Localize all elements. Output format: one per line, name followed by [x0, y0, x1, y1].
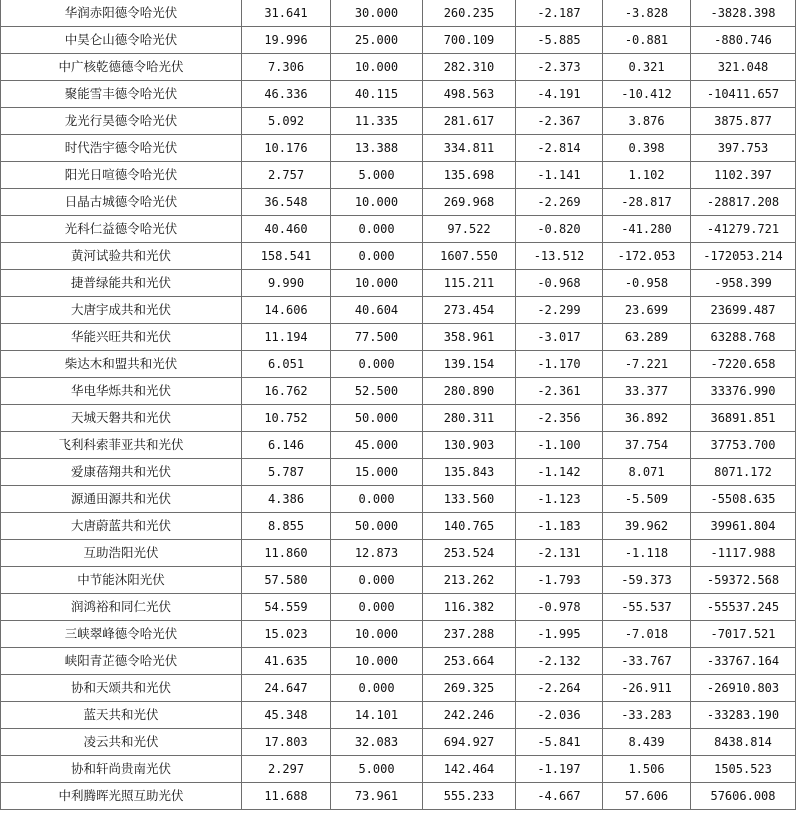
value-cell-5: -59.373 [603, 567, 691, 594]
value-cell-5: -28.817 [603, 189, 691, 216]
value-cell-2: 0.000 [331, 243, 423, 270]
value-cell-4: -2.036 [516, 702, 603, 729]
value-cell-4: -2.356 [516, 405, 603, 432]
value-cell-5: -26.911 [603, 675, 691, 702]
value-cell-5: -55.537 [603, 594, 691, 621]
value-cell-5: 39.962 [603, 513, 691, 540]
value-cell-6: 36891.851 [691, 405, 796, 432]
value-cell-4: -4.191 [516, 81, 603, 108]
value-cell-1: 17.803 [242, 729, 331, 756]
value-cell-3: 269.325 [423, 675, 516, 702]
value-cell-6: 3875.877 [691, 108, 796, 135]
value-cell-4: -1.142 [516, 459, 603, 486]
station-name-cell: 蓝天共和光伏 [1, 702, 242, 729]
station-name-cell: 中广核乾德德令哈光伏 [1, 54, 242, 81]
station-name-cell: 中节能沐阳光伏 [1, 567, 242, 594]
station-name-cell: 聚能雪丰德令哈光伏 [1, 81, 242, 108]
station-name-cell: 大唐蔚蓝共和光伏 [1, 513, 242, 540]
value-cell-4: -1.197 [516, 756, 603, 783]
value-cell-3: 334.811 [423, 135, 516, 162]
value-cell-3: 1607.550 [423, 243, 516, 270]
value-cell-5: 8.439 [603, 729, 691, 756]
value-cell-4: -5.885 [516, 27, 603, 54]
value-cell-5: -172.053 [603, 243, 691, 270]
value-cell-2: 14.101 [331, 702, 423, 729]
station-name-cell: 三峡翠峰德令哈光伏 [1, 621, 242, 648]
value-cell-4: -1.995 [516, 621, 603, 648]
value-cell-2: 50.000 [331, 513, 423, 540]
value-cell-6: 23699.487 [691, 297, 796, 324]
value-cell-4: -2.367 [516, 108, 603, 135]
table-row [1, 108, 796, 135]
value-cell-5: 37.754 [603, 432, 691, 459]
value-cell-6: -26910.803 [691, 675, 796, 702]
value-cell-1: 54.559 [242, 594, 331, 621]
value-cell-4: -1.123 [516, 486, 603, 513]
value-cell-4: -2.814 [516, 135, 603, 162]
value-cell-2: 10.000 [331, 621, 423, 648]
value-cell-4: -2.299 [516, 297, 603, 324]
station-name-cell: 爱康蓓翔共和光伏 [1, 459, 242, 486]
value-cell-4: -2.187 [516, 0, 603, 27]
value-cell-2: 0.000 [331, 675, 423, 702]
table-row [1, 540, 796, 567]
value-cell-3: 116.382 [423, 594, 516, 621]
value-cell-6: 8071.172 [691, 459, 796, 486]
value-cell-5: 3.876 [603, 108, 691, 135]
station-name-cell: 龙光行昊德令哈光伏 [1, 108, 242, 135]
value-cell-3: 253.664 [423, 648, 516, 675]
value-cell-6: -28817.208 [691, 189, 796, 216]
table-row [1, 594, 796, 621]
value-cell-1: 11.688 [242, 783, 331, 810]
station-name-cell: 黄河试验共和光伏 [1, 243, 242, 270]
value-cell-6: -958.399 [691, 270, 796, 297]
table-row [1, 378, 796, 405]
station-name-cell: 中昊仑山德令哈光伏 [1, 27, 242, 54]
value-cell-1: 45.348 [242, 702, 331, 729]
value-cell-4: -2.269 [516, 189, 603, 216]
value-cell-3: 115.211 [423, 270, 516, 297]
value-cell-6: -10411.657 [691, 81, 796, 108]
value-cell-5: 0.321 [603, 54, 691, 81]
value-cell-6: -33283.190 [691, 702, 796, 729]
value-cell-3: 498.563 [423, 81, 516, 108]
station-name-cell: 源通田源共和光伏 [1, 486, 242, 513]
value-cell-4: -13.512 [516, 243, 603, 270]
value-cell-6: -172053.214 [691, 243, 796, 270]
value-cell-4: -2.361 [516, 378, 603, 405]
value-cell-1: 24.647 [242, 675, 331, 702]
table-row [1, 675, 796, 702]
value-cell-4: -2.132 [516, 648, 603, 675]
table-row [1, 351, 796, 378]
value-cell-1: 6.146 [242, 432, 331, 459]
value-cell-1: 19.996 [242, 27, 331, 54]
value-cell-2: 10.000 [331, 648, 423, 675]
value-cell-1: 41.635 [242, 648, 331, 675]
value-cell-5: -1.118 [603, 540, 691, 567]
value-cell-1: 31.641 [242, 0, 331, 27]
value-cell-5: 0.398 [603, 135, 691, 162]
station-name-cell: 捷普绿能共和光伏 [1, 270, 242, 297]
value-cell-2: 52.500 [331, 378, 423, 405]
value-cell-1: 9.990 [242, 270, 331, 297]
value-cell-5: -7.018 [603, 621, 691, 648]
value-cell-4: -1.183 [516, 513, 603, 540]
station-name-cell: 阳光日喧德令哈光伏 [1, 162, 242, 189]
value-cell-1: 57.580 [242, 567, 331, 594]
station-name-cell: 光科仁益德令哈光伏 [1, 216, 242, 243]
value-cell-3: 269.968 [423, 189, 516, 216]
station-name-cell: 大唐宇成共和光伏 [1, 297, 242, 324]
value-cell-5: -0.881 [603, 27, 691, 54]
value-cell-5: 23.699 [603, 297, 691, 324]
table-row [1, 135, 796, 162]
value-cell-6: -7017.521 [691, 621, 796, 648]
value-cell-3: 213.262 [423, 567, 516, 594]
value-cell-2: 10.000 [331, 54, 423, 81]
value-cell-2: 0.000 [331, 567, 423, 594]
value-cell-6: 397.753 [691, 135, 796, 162]
table-row [1, 702, 796, 729]
value-cell-2: 5.000 [331, 162, 423, 189]
value-cell-4: -1.141 [516, 162, 603, 189]
table-row [1, 270, 796, 297]
table-row [1, 216, 796, 243]
value-cell-2: 73.961 [331, 783, 423, 810]
value-cell-3: 253.524 [423, 540, 516, 567]
value-cell-2: 5.000 [331, 756, 423, 783]
value-cell-4: -1.170 [516, 351, 603, 378]
value-cell-2: 40.115 [331, 81, 423, 108]
value-cell-1: 6.051 [242, 351, 331, 378]
station-name-cell: 华电华烁共和光伏 [1, 378, 242, 405]
value-cell-2: 11.335 [331, 108, 423, 135]
value-cell-1: 46.336 [242, 81, 331, 108]
value-cell-1: 2.757 [242, 162, 331, 189]
value-cell-1: 2.297 [242, 756, 331, 783]
value-cell-3: 555.233 [423, 783, 516, 810]
value-cell-1: 10.752 [242, 405, 331, 432]
table-row [1, 0, 796, 27]
value-cell-3: 97.522 [423, 216, 516, 243]
value-cell-2: 40.604 [331, 297, 423, 324]
value-cell-4: -0.978 [516, 594, 603, 621]
value-cell-5: -3.828 [603, 0, 691, 27]
value-cell-6: -1117.988 [691, 540, 796, 567]
table-row [1, 27, 796, 54]
value-cell-5: -41.280 [603, 216, 691, 243]
value-cell-4: -1.100 [516, 432, 603, 459]
station-name-cell: 飞利科索菲亚共和光伏 [1, 432, 242, 459]
value-cell-2: 77.500 [331, 324, 423, 351]
value-cell-3: 700.109 [423, 27, 516, 54]
value-cell-5: 1.506 [603, 756, 691, 783]
value-cell-6: 1102.397 [691, 162, 796, 189]
value-cell-4: -0.820 [516, 216, 603, 243]
value-cell-6: -59372.568 [691, 567, 796, 594]
value-cell-3: 237.288 [423, 621, 516, 648]
value-cell-3: 135.698 [423, 162, 516, 189]
table-row [1, 405, 796, 432]
value-cell-1: 8.855 [242, 513, 331, 540]
value-cell-2: 32.083 [331, 729, 423, 756]
value-cell-2: 10.000 [331, 270, 423, 297]
value-cell-6: 8438.814 [691, 729, 796, 756]
station-name-cell: 柴达木和盟共和光伏 [1, 351, 242, 378]
value-cell-2: 13.388 [331, 135, 423, 162]
value-cell-1: 10.176 [242, 135, 331, 162]
table-row [1, 432, 796, 459]
value-cell-5: 36.892 [603, 405, 691, 432]
station-name-cell: 协和天颂共和光伏 [1, 675, 242, 702]
value-cell-6: -880.746 [691, 27, 796, 54]
table-row [1, 189, 796, 216]
value-cell-6: -41279.721 [691, 216, 796, 243]
station-name-cell: 中利腾晖光照互助光伏 [1, 783, 242, 810]
value-cell-4: -4.667 [516, 783, 603, 810]
value-cell-4: -2.131 [516, 540, 603, 567]
value-cell-3: 139.154 [423, 351, 516, 378]
station-name-cell: 凌云共和光伏 [1, 729, 242, 756]
value-cell-1: 158.541 [242, 243, 331, 270]
value-cell-3: 135.843 [423, 459, 516, 486]
value-cell-1: 5.787 [242, 459, 331, 486]
value-cell-3: 133.560 [423, 486, 516, 513]
table-row [1, 81, 796, 108]
value-cell-2: 0.000 [331, 351, 423, 378]
value-cell-3: 280.311 [423, 405, 516, 432]
value-cell-5: 8.071 [603, 459, 691, 486]
value-cell-2: 0.000 [331, 594, 423, 621]
value-cell-4: -2.264 [516, 675, 603, 702]
value-cell-6: 1505.523 [691, 756, 796, 783]
value-cell-1: 7.306 [242, 54, 331, 81]
value-cell-2: 50.000 [331, 405, 423, 432]
value-cell-3: 242.246 [423, 702, 516, 729]
value-cell-6: 39961.804 [691, 513, 796, 540]
station-name-cell: 华能兴旺共和光伏 [1, 324, 242, 351]
value-cell-4: -1.793 [516, 567, 603, 594]
value-cell-3: 260.235 [423, 0, 516, 27]
value-cell-1: 15.023 [242, 621, 331, 648]
table-row [1, 459, 796, 486]
station-name-cell: 时代浩宇德令哈光伏 [1, 135, 242, 162]
value-cell-5: 33.377 [603, 378, 691, 405]
value-cell-1: 4.386 [242, 486, 331, 513]
value-cell-6: -3828.398 [691, 0, 796, 27]
value-cell-2: 30.000 [331, 0, 423, 27]
value-cell-6: 37753.700 [691, 432, 796, 459]
value-cell-1: 40.460 [242, 216, 331, 243]
value-cell-5: -10.412 [603, 81, 691, 108]
value-cell-2: 12.873 [331, 540, 423, 567]
value-cell-5: -33.767 [603, 648, 691, 675]
station-name-cell: 天城天磐共和光伏 [1, 405, 242, 432]
value-cell-3: 281.617 [423, 108, 516, 135]
value-cell-5: 1.102 [603, 162, 691, 189]
table-row [1, 297, 796, 324]
value-cell-5: 63.289 [603, 324, 691, 351]
table-row [1, 648, 796, 675]
value-cell-3: 140.765 [423, 513, 516, 540]
value-cell-3: 282.310 [423, 54, 516, 81]
station-name-cell: 协和轩尚贵南光伏 [1, 756, 242, 783]
value-cell-1: 11.194 [242, 324, 331, 351]
value-cell-2: 10.000 [331, 189, 423, 216]
value-cell-2: 0.000 [331, 486, 423, 513]
station-name-cell: 互助浩阳光伏 [1, 540, 242, 567]
value-cell-4: -5.841 [516, 729, 603, 756]
table-row [1, 324, 796, 351]
table-row [1, 621, 796, 648]
value-cell-3: 694.927 [423, 729, 516, 756]
value-cell-4: -0.968 [516, 270, 603, 297]
value-cell-2: 0.000 [331, 216, 423, 243]
value-cell-1: 14.606 [242, 297, 331, 324]
value-cell-6: -33767.164 [691, 648, 796, 675]
value-cell-5: -7.221 [603, 351, 691, 378]
value-cell-6: 33376.990 [691, 378, 796, 405]
table-row [1, 783, 796, 810]
table-row [1, 486, 796, 513]
value-cell-4: -2.373 [516, 54, 603, 81]
value-cell-1: 36.548 [242, 189, 331, 216]
value-cell-3: 142.464 [423, 756, 516, 783]
value-cell-5: 57.606 [603, 783, 691, 810]
value-cell-6: 57606.008 [691, 783, 796, 810]
table-body [1, 0, 796, 810]
value-cell-2: 25.000 [331, 27, 423, 54]
value-cell-6: 321.048 [691, 54, 796, 81]
value-cell-3: 273.454 [423, 297, 516, 324]
value-cell-6: -55537.245 [691, 594, 796, 621]
value-cell-5: -5.509 [603, 486, 691, 513]
value-cell-2: 45.000 [331, 432, 423, 459]
table-row [1, 513, 796, 540]
table-row [1, 162, 796, 189]
table-row [1, 729, 796, 756]
value-cell-3: 130.903 [423, 432, 516, 459]
value-cell-1: 16.762 [242, 378, 331, 405]
station-name-cell: 华润赤阳德令哈光伏 [1, 0, 242, 27]
value-cell-6: -5508.635 [691, 486, 796, 513]
value-cell-3: 280.890 [423, 378, 516, 405]
value-cell-6: 63288.768 [691, 324, 796, 351]
table-row [1, 243, 796, 270]
station-name-cell: 润鸿裕和同仁光伏 [1, 594, 242, 621]
station-name-cell: 日晶古城德令哈光伏 [1, 189, 242, 216]
value-cell-3: 358.961 [423, 324, 516, 351]
value-cell-4: -3.017 [516, 324, 603, 351]
table-row [1, 756, 796, 783]
value-cell-5: -33.283 [603, 702, 691, 729]
value-cell-2: 15.000 [331, 459, 423, 486]
value-cell-5: -0.958 [603, 270, 691, 297]
value-cell-1: 11.860 [242, 540, 331, 567]
table-row [1, 54, 796, 81]
table-row [1, 567, 796, 594]
value-cell-1: 5.092 [242, 108, 331, 135]
value-cell-6: -7220.658 [691, 351, 796, 378]
station-name-cell: 峡阳青芷德令哈光伏 [1, 648, 242, 675]
